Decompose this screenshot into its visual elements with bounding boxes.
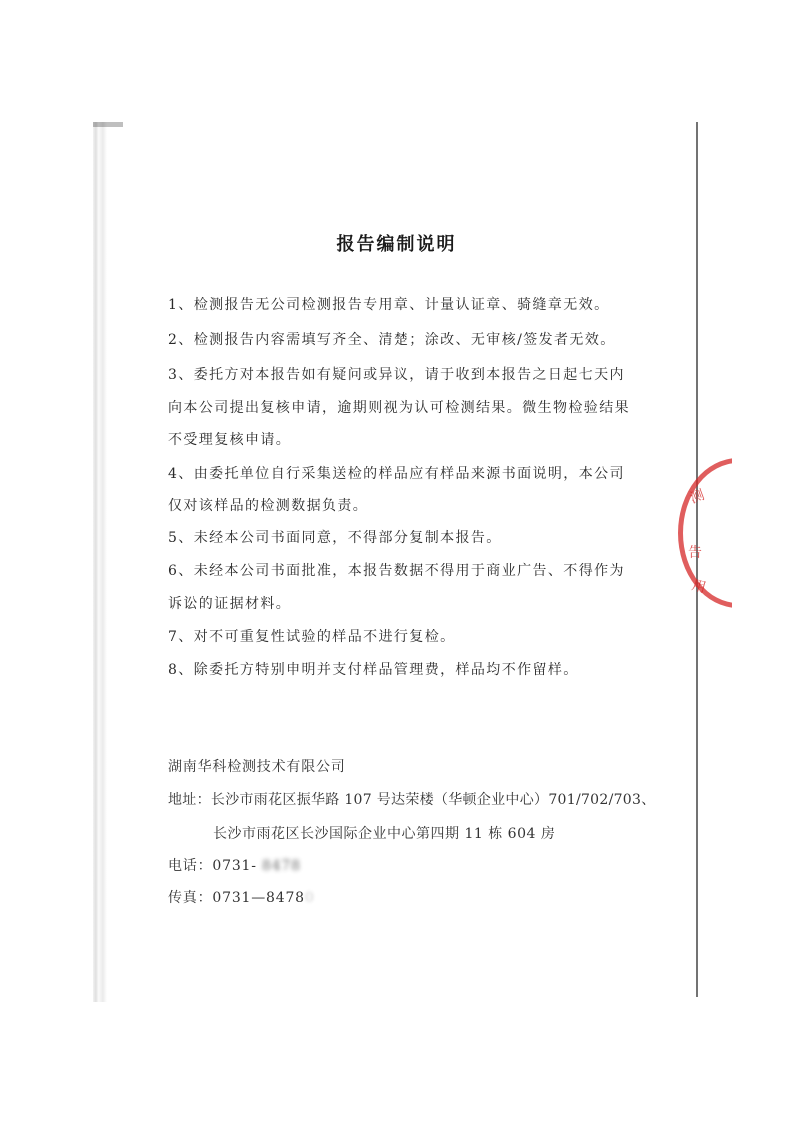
item-6-line-1: 6、未经本公司书面批准，本报告数据不得用于商业广告、不得作为 (168, 563, 625, 579)
seal-glyph-2: 告 (688, 545, 702, 561)
address-line-1: 地址：长沙市雨花区振华路 107 号达荣楼（华顿企业中心）701/702/703、 (168, 792, 656, 808)
item-3-line-3: 不受理复核申请。 (168, 432, 292, 448)
item-4-line-2: 仅对该样品的检测数据负责。 (168, 498, 369, 514)
item-3-line-2: 向本公司提出复核申请，逾期则视为认可检测结果。微生物检验结果 (168, 400, 630, 416)
fax-label: 传真：0731—8478 (168, 890, 305, 906)
red-seal-stamp (672, 458, 732, 608)
scan-shadow-top (93, 122, 123, 127)
phone-label: 电话：0731- (168, 858, 263, 874)
fax-line (168, 887, 315, 907)
document-title: 报告编制说明 (336, 234, 457, 255)
seal-glyph-3: 用 (689, 577, 708, 597)
seal-glyph-1: 测 (688, 487, 707, 507)
item-1: 1、检测报告无公司检测报告专用章、计量认证章、骑缝章无效。 (168, 297, 610, 313)
item-7: 7、对不可重复性试验的样品不进行复检。 (168, 629, 456, 645)
item-6-line-2: 诉讼的证据材料。 (168, 596, 292, 612)
item-8: 8、除委托方特别申明并支付样品管理费，样品均不作留样。 (168, 662, 579, 678)
address-line-2: 长沙市雨花区长沙国际企业中心第四期 11 栋 604 房 (213, 826, 556, 842)
fax-number-redacted: 0 (304, 890, 315, 906)
item-4-line-1: 4、由委托单位自行采集送检的样品应有样品来源书面说明，本公司 (168, 466, 625, 482)
phone-line (168, 855, 301, 875)
company-name: 湖南华科检测技术有限公司 (168, 759, 346, 775)
item-5: 5、未经本公司书面同意，不得部分复制本报告。 (168, 530, 502, 546)
item-3-line-1: 3、委托方对本报告如有疑问或异议，请于收到本报告之日起七天内 (168, 367, 625, 383)
phone-number-redacted: 8478 (262, 858, 301, 874)
item-2: 2、检测报告内容需填写齐全、清楚；涂改、无审核/签发者无效。 (168, 332, 616, 348)
